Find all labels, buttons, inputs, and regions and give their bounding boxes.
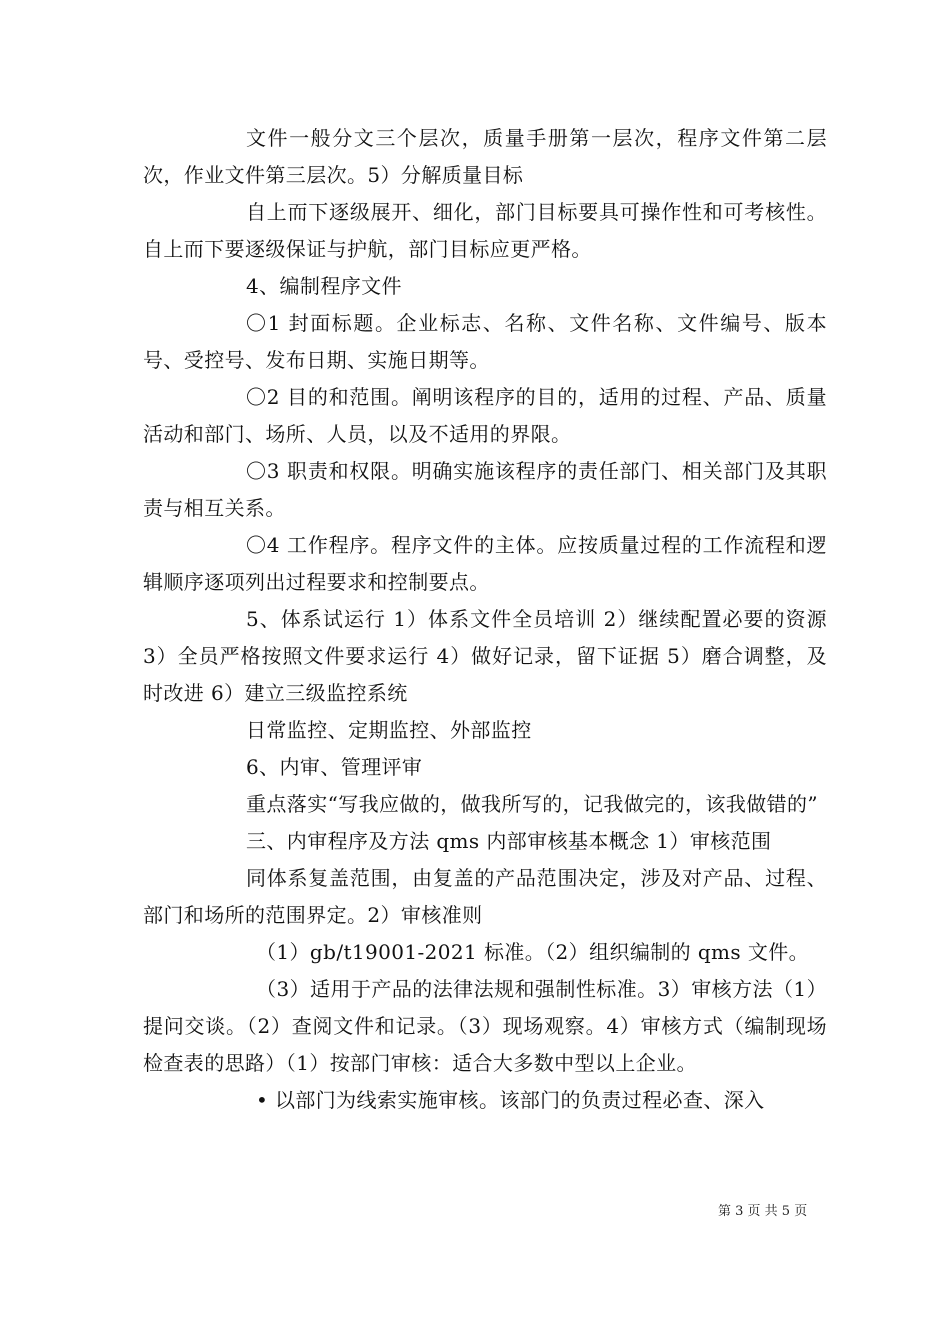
paragraph-audit-methods: （3）适用于产品的法律法规和强制性标准。3）审核方法（1）提问交谈。（2）查阅文件和记录。（3）现场观察。4）审核方式（编制现场检查表的思路）（1）按部门审核：适合大多数中型以上企业。 <box>143 977 827 1075</box>
paragraph-cover-title: 〇1 封面标题。企业标志、名称、文件名称、文件编号、版本号、受控号、发布日期、实施日期等。 <box>143 311 827 372</box>
paragraph-work-procedure: 〇4 工作程序。程序文件的主体。应按质量过程的工作流程和逻辑顺序逐项列出过程要求和控制要点。 <box>143 533 827 594</box>
paragraph-key-principle: 重点落实“写我应做的，做我所写的，记我做完的，该我做错的” <box>246 792 819 816</box>
paragraph-trial-run: 5、体系试运行 1）体系文件全员培训 2）继续配置必要的资源 3）全员严格按照文件要求运行 4）做好记录，留下证据 5）磨合调整，及时改进 6）建立三级监控系统 <box>143 607 827 705</box>
paragraph-audit-criteria: （1）gb/t19001-2021 标准。（2）组织编制的 qms 文件。 <box>256 940 810 964</box>
paragraph-audit-scope: 同体系复盖范围，由复盖的产品范围决定，涉及对产品、过程、部门和场所的范围界定。2）审核准则 <box>143 866 827 927</box>
paragraph-heading-procedure-files: 4、编制程序文件 <box>246 274 402 298</box>
paragraph-document-levels: 文件一般分文三个层次，质量手册第一层次，程序文件第二层次，作业文件第三层次。5）分解质量目标 <box>143 126 827 187</box>
document-body <box>143 120 827 1119</box>
page-number: 第 3 页 共 5 页 <box>718 1204 808 1219</box>
paragraph-purpose-scope: 〇2 目的和范围。阐明该程序的目的，适用的过程、产品、质量活动和部门、场所、人员，以及不适用的界限。 <box>143 385 827 446</box>
paragraph-monitoring-types: 日常监控、定期监控、外部监控 <box>246 718 532 742</box>
paragraph-heading-internal-audit: 三、内审程序及方法 qms 内部审核基本概念 1）审核范围 <box>246 829 772 853</box>
paragraph-department-audit: • 以部门为线索实施审核。该部门的负责过程必查、深入 <box>256 1088 765 1112</box>
paragraph-top-down-goals: 自上而下逐级展开、细化，部门目标要具可操作性和可考核性。自上而下要逐级保证与护航，部门目标应更严格。 <box>143 200 827 261</box>
paragraph-heading-audit-review: 6、内审、管理评审 <box>246 755 423 779</box>
paragraph-responsibilities: 〇3 职责和权限。明确实施该程序的责任部门、相关部门及其职责与相互关系。 <box>143 459 827 520</box>
